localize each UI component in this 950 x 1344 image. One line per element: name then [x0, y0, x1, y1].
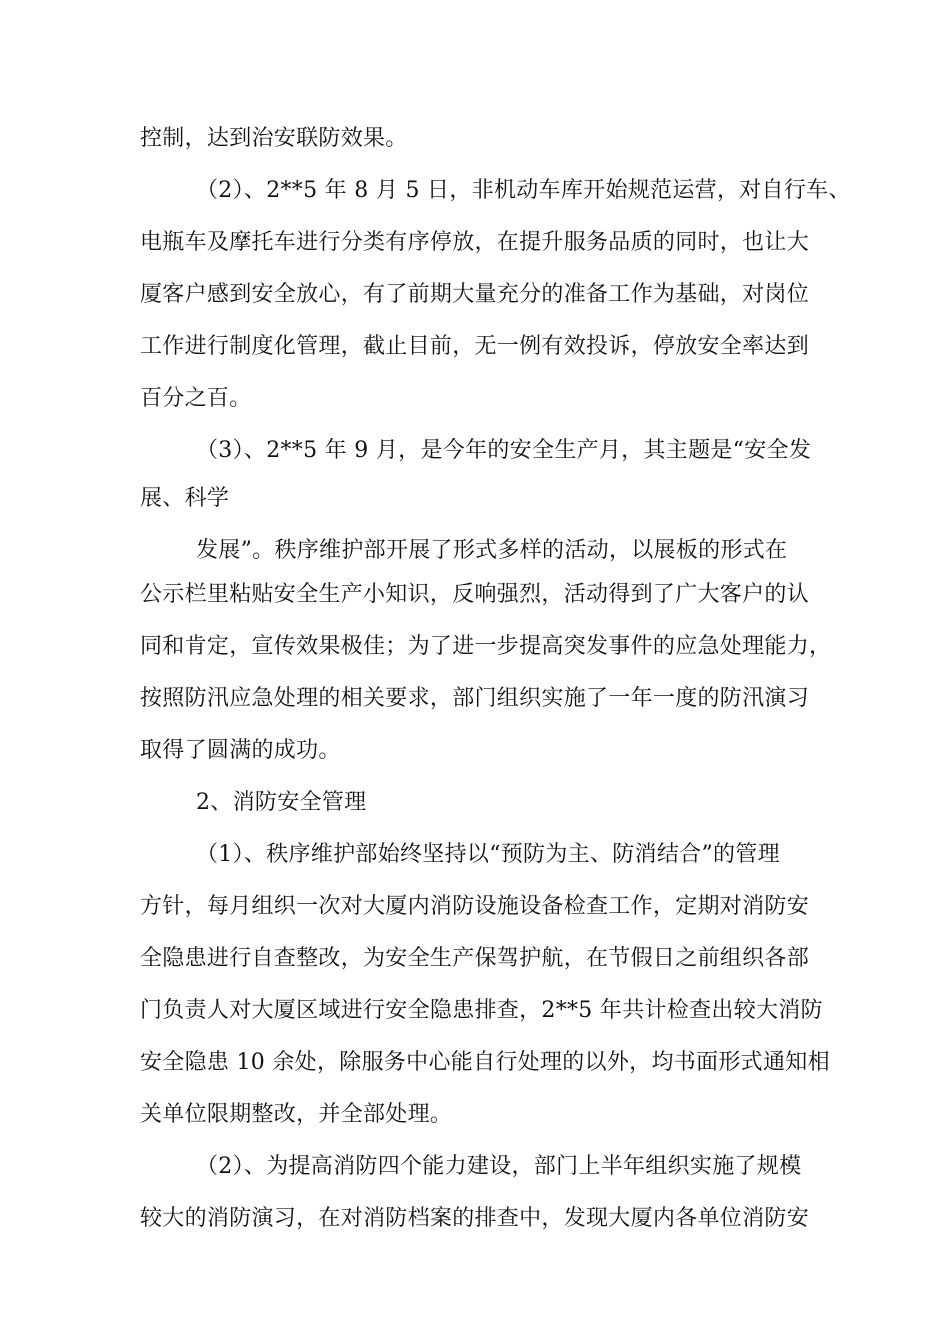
text-line: 同和肯定，宣传效果极佳；为了进一步提高突发事件的应急处理能力， — [140, 634, 832, 659]
text-line: 工作进行制度化管理，截止目前，无一例有效投诉，停放安全率达到 — [140, 334, 810, 359]
text-line: 方针，每月组织一次对大厦内消防设施设备检查工作，定期对消防安 — [140, 894, 810, 919]
section-heading: 2、消防安全管理 — [196, 790, 367, 815]
text-line: 关单位限期整改，并全部处理。 — [140, 1102, 453, 1127]
text-line: （1）、秩序维护部始终坚持以“预防为主、防消结合”的管理 — [196, 842, 780, 867]
text-line: 展、科学 — [140, 486, 230, 511]
text-line: 安全隐患 10 余处，除服务中心能自行处理的以外，均书面形式通知相 — [140, 1050, 830, 1075]
text-line: （2）、2**5 年 8 月 5 日，非机动车库开始规范运营，对自行车、 — [196, 178, 851, 203]
text-line: 全隐患进行自查整改，为安全生产保驾护航，在节假日之前组织各部 — [140, 946, 810, 971]
text-line: 门负责人对大厦区域进行安全隐患排查，2**5 年共计检查出较大消防 — [140, 998, 823, 1023]
text-line: 取得了圆满的成功。 — [140, 738, 341, 763]
text-line: （3）、2**5 年 9 月，是今年的安全生产月，其主题是“安全发 — [196, 438, 812, 463]
text-line: 较大的消防演习，在对消防档案的排查中，发现大厦内各单位消防安 — [140, 1206, 810, 1231]
text-line: 按照防汛应急处理的相关要求，部门组织实施了一年一度的防汛演习 — [140, 686, 810, 711]
text-line: 电瓶车及摩托车进行分类有序停放，在提升服务品质的同时，也让大 — [140, 230, 810, 255]
text-line: 发展”。秩序维护部开展了形式多样的活动，以展板的形式在 — [196, 538, 788, 563]
text-line: 公示栏里粘贴安全生产小知识，反响强烈，活动得到了广大客户的认 — [140, 582, 810, 607]
text-line: 百分之百。 — [140, 386, 252, 411]
text-line: （2）、为提高消防四个能力建设，部门上半年组织实施了规模 — [196, 1154, 802, 1179]
text-line: 厦客户感到安全放心，有了前期大量充分的准备工作为基础，对岗位 — [140, 282, 810, 307]
text-line: 控制，达到治安联防效果。 — [140, 126, 408, 151]
